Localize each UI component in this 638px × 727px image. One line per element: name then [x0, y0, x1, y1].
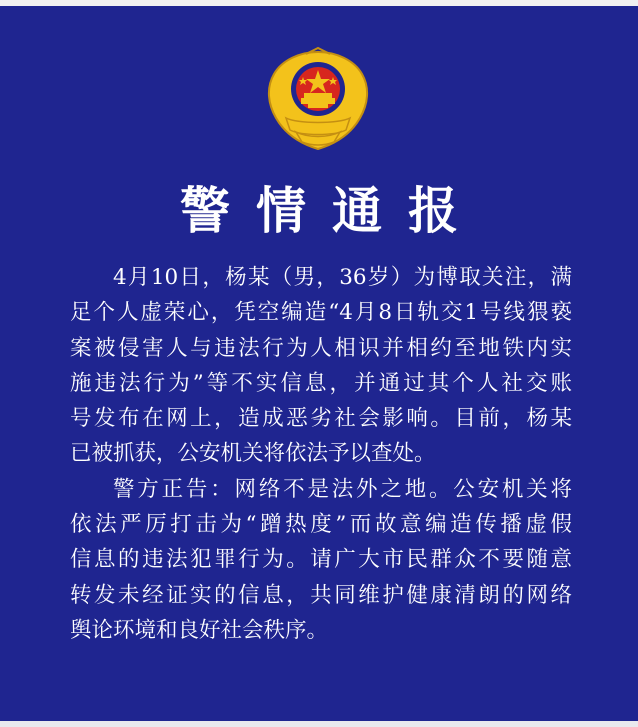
notice-paragraph-2	[70, 472, 572, 648]
notice-title: 警情通报	[180, 182, 484, 240]
police-emblem-icon	[258, 46, 378, 154]
bottom-edge	[0, 721, 638, 727]
paragraph-1-line-3: 案被侵害人与违法行为人相识并相约至地铁内实	[70, 335, 572, 361]
paragraph-1-line-4: 施违法行为”等不实信息，并通过其个人社交账	[70, 370, 572, 396]
notice-body	[70, 260, 572, 648]
paragraph-1-line-6: 已被抓获，公安机关将依法予以查处。	[70, 441, 436, 467]
paragraph-2-line-4: 转发未经证实的信息，共同维护健康清朗的网络	[70, 582, 572, 608]
paragraph-2-line-5: 舆论环境和良好社会秩序。	[70, 617, 329, 643]
paragraph-1-line-2: 足个人虚荣心，凭空编造“4月8日轨交1号线猥亵	[70, 300, 572, 326]
paragraph-1-line-5: 号发布在网上，造成恶劣社会影响。目前，杨某	[70, 406, 572, 432]
paragraph-2-line-1: 警方正告：网络不是法外之地。公安机关将	[113, 476, 572, 502]
paragraph-1-line-1: 4月10日，杨某（男，36岁）为博取关注，满	[113, 265, 572, 290]
paragraph-2-line-3: 信息的违法犯罪行为。请广大市民群众不要随意	[70, 547, 572, 573]
paragraph-2-line-2: 依法严厉打击为“蹭热度”而故意编造传播虚假	[70, 512, 572, 538]
notice-paragraph-1	[70, 260, 572, 472]
